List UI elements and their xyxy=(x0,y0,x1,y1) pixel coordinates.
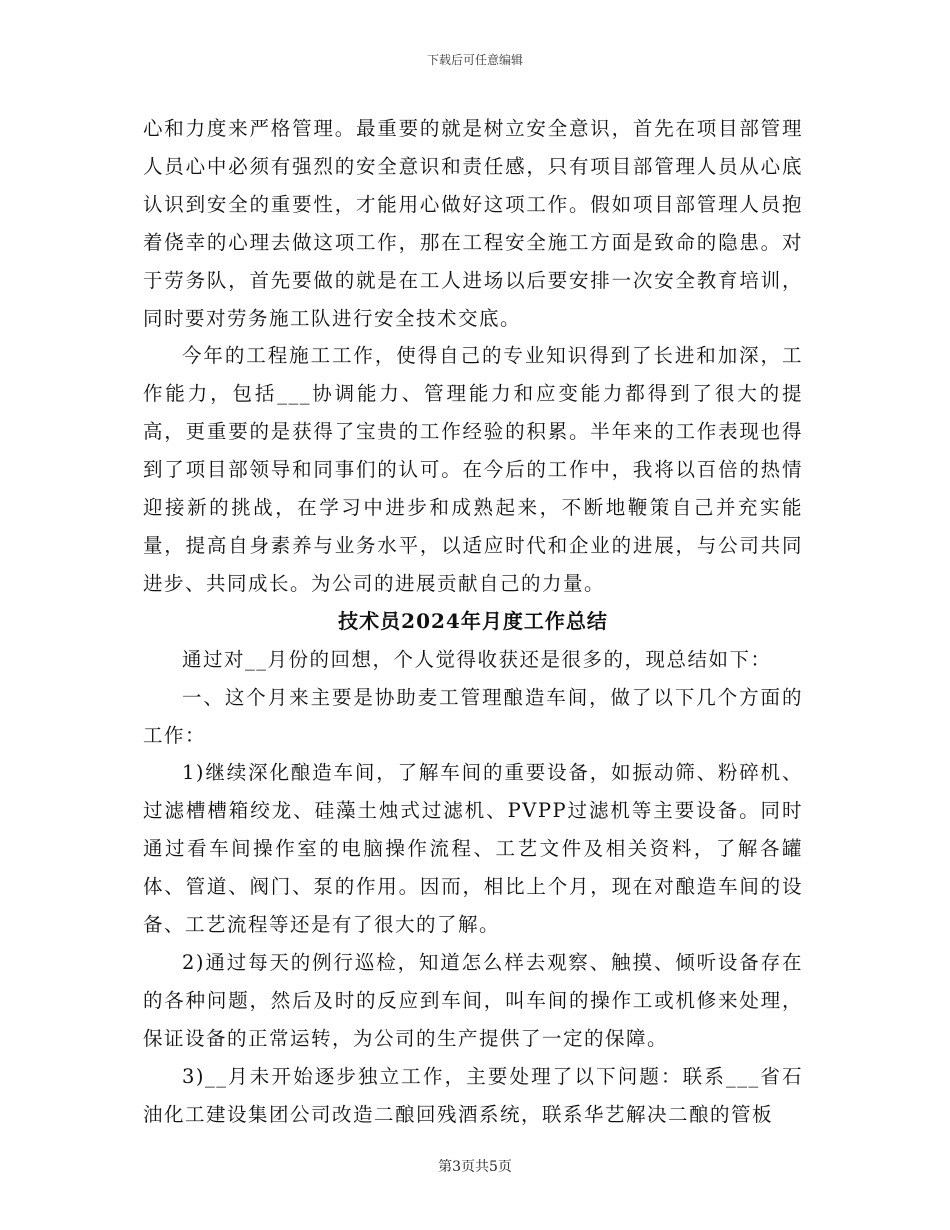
document-body xyxy=(143,110,803,1133)
paragraph-safety-management: 心和力度来严格管理。最重要的就是树立安全意识，首先在项目部管理人员心中必须有强烈的安全意识和责任感，只有项目部管理人员从心底认识到安全的重要性，才能用心做好这项工作。假如项目部管理人员抱着侥幸的心理去做这项工作，那在工程安全施工方面是致命的隐患。对于劳务队，首先要做的就是在工人进场以后要安排一次安全教育培训，同时要对劳务施工队进行安全技术交底。 xyxy=(143,117,803,330)
paragraph-item-1: 1)继续深化酿造车间，了解车间的重要设备，如振动筛、粉碎机、过滤槽槽箱绞龙、硅藻土烛式过滤机、PVPP过滤机等主要设备。同时通过看车间操作室的电脑操作流程、工艺文件及相关资料，了解各罐体、管道、阀门、泵的作用。因而，相比上个月，现在对酿造车间的设备、工艺流程等还是有了很大的了解。 xyxy=(143,761,803,937)
paragraph-annual-summary: 今年的工程施工工作，使得自己的专业知识得到了长进和加深，工作能力，包括___协调能力、管理能力和应变能力都得到了很大的提高，更重要的是获得了宝贵的工作经验的积累。半年来的工作表现也得到了项目部领导和同事们的认可。在今后的工作中，我将以百倍的热情迎接新的挑战，在学习中进步和成熟起来，不断地鞭策自己并充实能量，提高自身素养与业务水平，以适应时代和企业的进展，与公司共同进步、共同成长。为公司的进展贡献自己的力量。 xyxy=(143,344,803,595)
paragraph-work-overview: 一、这个月来主要是协助麦工管理酿造车间，做了以下几个方面的工作： xyxy=(143,685,803,747)
paragraph-item-3: 3)__月未开始逐步独立工作，主要处理了以下问题：联系___省石油化工建设集团公司改造二酿回残酒系统，联系华艺解决二酿的管板 xyxy=(143,1064,803,1126)
section-title: 技术员2024年月度工作总结 xyxy=(338,608,608,633)
page-footer: 第3页共5页 xyxy=(438,1159,512,1175)
page-header: 下载后可任意编辑 xyxy=(426,53,523,67)
paragraph-intro: 通过对__月份的回想，个人觉得收获还是很多的，现总结如下： xyxy=(182,647,772,671)
paragraph-item-2: 2)通过每天的例行巡检，知道怎么样去观察、触摸、倾听设备存在的各种问题，然后及时的反应到车间，叫车间的操作工或机修来处理，保证设备的正常运转，为公司的生产提供了一定的保障。 xyxy=(143,950,803,1050)
